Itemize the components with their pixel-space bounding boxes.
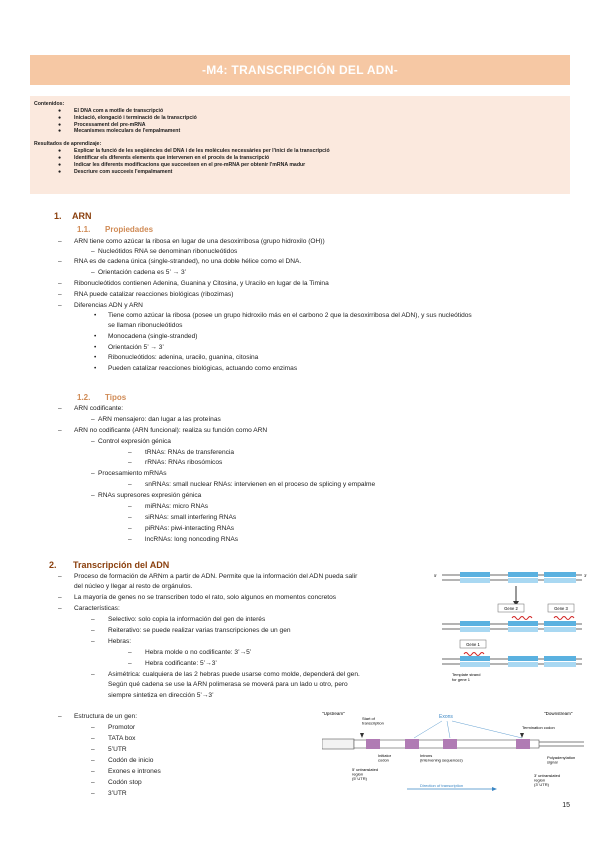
bullet-text: Reiterativo: se puede realizar varias transcripciones de un gen (108, 627, 291, 634)
bullet-text: Codón de inicio (108, 757, 154, 764)
exon-block (366, 739, 380, 749)
bullet-text: ARN no codificante (ARN funcional): realiza su función como ARN (74, 427, 268, 434)
bullet-marker: • (94, 311, 97, 319)
bullet-text: Hebras: (108, 638, 132, 645)
gene-segment (544, 572, 576, 577)
rna-transcript (554, 617, 574, 620)
gene-segment (460, 621, 490, 626)
bullet-text: TATA box (108, 735, 136, 742)
bullet-text: Características: (74, 605, 120, 612)
objectives-box (30, 96, 570, 194)
bullet-text: Hebra molde o no codificante: 3’→5’ (145, 649, 252, 656)
bullet-text: Orientación 5’ → 3’ (108, 344, 164, 351)
bullet-marker: – (58, 404, 62, 412)
gene-2-label: Gene 2 (504, 606, 518, 611)
bullet-marker: – (58, 290, 62, 298)
gene-segment (460, 627, 490, 632)
bullet-text: Nucleótidos RNA se denominan ribonucleótidos (98, 248, 238, 255)
bullet-marker: – (91, 756, 95, 764)
section-1-heading: 1. ARN (54, 211, 92, 221)
direction-arrow-icon (492, 787, 497, 791)
template-line: Template strand (452, 672, 481, 677)
gene-segment (544, 627, 576, 632)
bullet-text: RNA puede catalizar reacciones biológicas (ribozimas) (74, 291, 234, 298)
bullet-marker: – (91, 415, 95, 423)
bullet-marker: – (128, 524, 132, 532)
polya-label: Polyadenylation signal (547, 755, 576, 765)
template-line: for gene 1 (452, 677, 471, 682)
bullet-text: Asimétrica: cualquiera de las 2 hebras puede usarse como molde, dependerá del gen. (108, 671, 360, 678)
bullet-text: 5’UTR (108, 746, 127, 753)
subsection-1-1-heading: 1.1. Propiedades (77, 225, 154, 234)
upstream-label: "Upstream" (322, 711, 345, 716)
bullet-marker: – (58, 604, 62, 612)
initiator-codon-label: Initiator codon (378, 753, 392, 763)
results-heading: Resultados de aprendizaje: (34, 141, 102, 148)
introns-label: Introns (intervening sequences) (420, 753, 463, 763)
bullet-text: ARN mensajero: dan lugar a las proteínas (98, 416, 221, 423)
page-number: 15 (562, 802, 570, 809)
results-item: ● Identificar els diferents elements que intervenen en el procés de la transcripció (58, 154, 270, 161)
downstream-label: "Downstream" (544, 711, 573, 716)
gene-segment (508, 578, 538, 583)
bullet-text: siRNAs: small interfering RNAs (145, 514, 237, 521)
template-strand-label (452, 672, 482, 682)
gene-segment (544, 578, 576, 583)
bullet-marker: – (91, 437, 95, 445)
section-2-heading: 2. Transcripción del ADN (49, 560, 170, 570)
bullet-marker: – (128, 448, 132, 456)
bullet-marker: – (128, 480, 132, 488)
bullet-text: Ribonucleótidos contienen Adenina, Guanina y Citosina, y Uracilo en lugar de la Timina (74, 280, 329, 287)
gene-segment (544, 656, 576, 661)
rna-transcript (464, 653, 484, 656)
gene-segment (460, 656, 490, 661)
bullet-text: Según qué cadena se use la ARN polimerasa se moverá para un lado u otro, pero (108, 681, 348, 688)
bullet-marker: – (58, 257, 62, 265)
bullet-marker: – (91, 734, 95, 742)
exon-block (443, 739, 457, 749)
bullet-text: La mayoría de genes no se transcriben todo el rato, solo algunos en momentos concretos (74, 594, 337, 601)
bullet-marker: – (91, 778, 95, 786)
termination-codon-label: Termination codon (522, 725, 555, 730)
bullet-text: rRNAs: RNAs ribosómicos (145, 459, 223, 466)
gene-segment (508, 572, 538, 577)
bullet-marker: – (91, 767, 95, 775)
gene-segment (544, 621, 576, 626)
bullet-text: Ribonucleótidos: adenina, uracilo, guanina, citosina (108, 354, 259, 361)
exon-block (405, 739, 419, 749)
results-item: ● Indicar les diferents modificacions que succeeixen en el pre-mRNA per obtenir l'mRNA madur (58, 161, 306, 168)
bullet-text: RNA es de cadena única (single-stranded), no una doble hélice como el DNA. (74, 258, 302, 265)
bullet-text: RNAs supresores expresión génica (98, 492, 202, 499)
gene-segment (460, 572, 490, 577)
svg-text:3’: 3’ (584, 573, 588, 578)
bullet-marker: – (128, 648, 132, 656)
gene-1-label: Gene 1 (466, 642, 480, 647)
bullet-marker: • (94, 332, 97, 340)
bullet-text: Selectivo: solo copia la información del gen de interés (108, 616, 266, 623)
contents-item: ● El DNA com a motlle de transcripció (58, 108, 164, 114)
bullet-text: ARN tiene como azúcar la ribosa en lugar de una desoxirribosa (grupo hidroxilo (OH)) (74, 238, 325, 245)
start-transcription-label: Start of transcription (362, 716, 384, 726)
bullet-marker: – (128, 458, 132, 466)
bullet-text: siempre sintetiza en dirección 5’→3’ (108, 692, 214, 699)
gene-segment (508, 662, 538, 667)
stop-marker-icon (520, 733, 524, 738)
gene-segment (508, 627, 538, 632)
gene-segment (508, 621, 538, 626)
bullet-text: Pueden catalizar reacciones biológicas, actuando como enzimas (108, 365, 298, 372)
gene-segment (508, 656, 538, 661)
gene-structure-figure (322, 705, 592, 800)
bullet-text: Codón stop (108, 779, 142, 786)
bullet-marker: – (91, 491, 95, 499)
bullet-marker: – (91, 469, 95, 477)
bullet-text: Procesamiento mRNAs (98, 470, 167, 477)
bullet-marker: – (58, 279, 62, 287)
bullet-marker: – (58, 572, 62, 580)
bullet-text: Estructura de un gen: (74, 713, 138, 720)
bullet-text: se llaman ribonucleótidos (108, 322, 183, 329)
bullet-marker: – (91, 789, 95, 797)
bullet-text: Orientación cadena es 5’ → 3’ (98, 269, 187, 276)
gene-segment (544, 662, 576, 667)
bullet-marker: – (91, 745, 95, 753)
bullet-marker: – (58, 237, 62, 245)
bullet-marker: • (94, 353, 97, 361)
bullet-marker: – (58, 301, 62, 309)
results-item: ● Explicar la funció de les seqüències del DNA i de les molècules necessàries per l'inici de la transcripció (58, 148, 330, 155)
bullet-text: 3’UTR (108, 790, 127, 797)
bullet-marker: – (91, 247, 95, 255)
exon-block (516, 739, 530, 749)
contents-item: ● Processament del pre-mRNA (58, 121, 146, 128)
gene-strands-figure (432, 568, 600, 708)
gene-segment (460, 662, 490, 667)
exons-label: Exons (439, 714, 453, 720)
bullet-text: Monocadena (single-stranded) (108, 333, 198, 340)
bullet-text: snRNAs: small nuclear RNAs: intervienen en el proceso de splicing y empalme (145, 481, 376, 488)
bullet-text: piRNAs: piwi-interacting RNAs (145, 525, 235, 532)
gene-3-label: Gene 3 (554, 606, 568, 611)
bullet-marker: – (58, 712, 62, 720)
rna-transcript (512, 617, 532, 620)
title-banner (30, 55, 570, 85)
svg-text:5’: 5’ (434, 573, 438, 578)
bullet-marker: • (94, 364, 97, 372)
bullet-text: Hebra codificante: 5’→3’ (145, 660, 217, 667)
bullet-text: ARN codificante: (74, 405, 124, 412)
bullet-text: tRNAs: RNAs de transferencia (145, 449, 235, 456)
utr5-label: 5’ untranslated region (5’ UTR) (352, 767, 379, 781)
bullet-text: del núcleo y llegar al resto de orgánulos. (74, 583, 193, 590)
contents-item: ● Mecanismes moleculars de l'empalmament (58, 128, 181, 135)
bullet-marker: – (58, 426, 62, 434)
bullet-text: Exones e intrones (108, 768, 161, 775)
contents-heading: Contenidos: (34, 101, 65, 107)
bullet-text: miRNAs: micro RNAs (145, 503, 209, 510)
bullet-text: Proceso de formación de ARNm a partir de ADN. Permite que la información del ADN pueda salir (74, 573, 358, 580)
bullet-marker: – (128, 513, 132, 521)
gene-segment (460, 578, 490, 583)
bullet-marker: – (128, 502, 132, 510)
bullet-marker: – (91, 268, 95, 276)
bullet-marker: – (128, 535, 132, 543)
bullet-marker: – (58, 593, 62, 601)
results-item: ● Descriure com succeeix l'empalmament (58, 168, 173, 175)
bullet-text: Control expresión génica (98, 438, 171, 445)
promoter-region (322, 739, 354, 749)
contents-item: ● Iniciació, elongació i terminació de la transcripció (58, 114, 197, 121)
subsection-1-2-heading: 1.2. Tipos (77, 393, 127, 402)
bullet-marker: – (91, 615, 95, 623)
bullet-text: Diferencias ADN y ARN (74, 302, 143, 309)
bullet-text: Tiene como azúcar la ribosa (posee un grupo hidroxilo más en el carbono 2 que la desoxirribosa del ADN), y sus nucleótidos (108, 312, 472, 319)
utr3-label: 3’ untranslated region (3’ UTR) (534, 773, 561, 787)
bullet-marker: – (128, 659, 132, 667)
bullet-marker: – (91, 723, 95, 731)
bullet-marker: – (91, 637, 95, 645)
page-title: -M4: TRANSCRIPCIÓN DEL ADN- (201, 63, 399, 77)
bullet-text: lncRNAs: long noncoding RNAs (145, 536, 239, 543)
bullet-marker: • (94, 343, 97, 351)
direction-label: Direction of transcription (420, 783, 464, 788)
start-marker-icon (360, 733, 364, 738)
bullet-text: Promotor (108, 724, 136, 731)
bullet-marker: – (91, 670, 95, 678)
bullet-marker: – (91, 626, 95, 634)
